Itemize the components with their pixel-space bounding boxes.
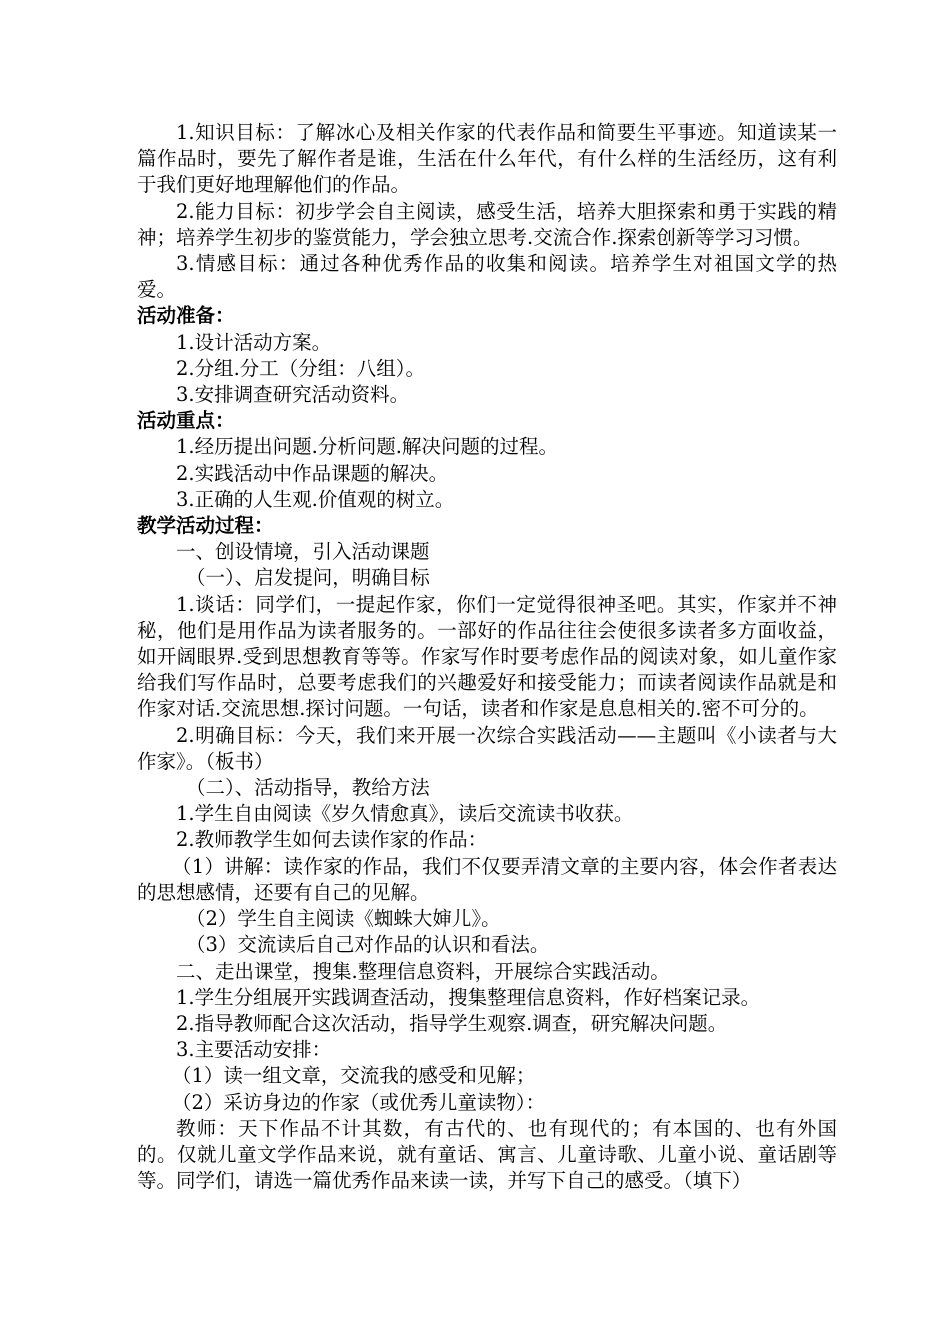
heading-process: 教学活动过程：: [137, 514, 274, 538]
section-2-item-2: 2.指导教师配合这次活动，指导学生观察.调查，研究解决问题。: [176, 1011, 728, 1035]
section-1a-goal: 2.明确目标：今天，我们来开展一次综合实践活动——主题叫《小读者与大作家》。（板书）: [137, 723, 837, 773]
section-1b-item-2: 2.教师教学生如何去读作家的作品：: [176, 828, 488, 852]
section-1b-sub-3: （3）交流读后自己对作品的认识和看法。: [186, 933, 550, 957]
heading-key-points: 活动重点：: [137, 409, 235, 433]
heading-preparation: 活动准备：: [137, 304, 235, 328]
prep-item-2: 2.分组.分工（分组：八组）。: [176, 356, 426, 380]
section-1b-sub-1: （1）讲解：读作家的作品，我们不仅要弄清文章的主要内容，体会作者表达的思想感情，还要有自己的见解。: [137, 854, 837, 904]
section-2-title: 二、走出课堂，搜集.整理信息资料，开展综合实践活动。: [176, 959, 670, 983]
prep-item-3: 3.安排调查研究活动资料。: [176, 383, 410, 407]
section-1b-sub-2: （2）学生自主阅读《蜘蛛大婶儿》。: [186, 907, 501, 931]
goal-emotion: 3.情感目标：通过各种优秀作品的收集和阅读。培养学生对祖国文学的热爱。: [137, 252, 837, 302]
section-1b-item-1: 1.学生自由阅读《岁久情愈真》，读后交流读书收获。: [176, 802, 634, 826]
section-2-item-3: 3.主要活动安排：: [176, 1038, 332, 1062]
section-1-title: 一、创设情境，引入活动课题: [176, 540, 430, 564]
key-item-2: 2.实践活动中作品课题的解决。: [176, 461, 449, 485]
section-2-sub-2: （2）采访身边的作家（或优秀儿童读物）：: [172, 1090, 546, 1114]
section-2-teacher: 教师：天下作品不计其数，有古代的、也有现代的；有本国的、也有外国的。仅就儿童文学作品来说，就有童话、寓言、儿童诗歌、儿童小说、童话剧等等。同学们，请选一篇优秀作品来读一读，并写下自己的感受。（填下）: [137, 1116, 837, 1193]
section-1a-title: （一）、启发提问，明确目标: [186, 566, 430, 590]
goal-knowledge: 1.知识目标：了解冰心及相关作家的代表作品和简要生平事迹。知道读某一篇作品时，要先了解作者是谁，生活在什么年代，有什么样的生活经历，这有利于我们更好地理解他们的作品。: [137, 121, 837, 197]
key-item-3: 3.正确的人生观.价值观的树立。: [176, 487, 455, 511]
prep-item-1: 1.设计活动方案。: [176, 330, 332, 354]
key-item-1: 1.经历提出问题.分析问题.解决问题的过程。: [176, 435, 559, 459]
goal-ability: 2.能力目标：初步学会自主阅读，感受生活，培养大胆探索和勇于实践的精神；培养学生初步的鉴赏能力，学会独立思考.交流合作.探索创新等学习习惯。: [137, 199, 837, 249]
section-2-sub-1: （1）读一组文章，交流我的感受和见解；: [172, 1064, 536, 1088]
document-body: [137, 120, 837, 1194]
section-2-item-1: 1.学生分组展开实践调查活动，搜集整理信息资料，作好档案记录。: [176, 985, 761, 1009]
section-1b-title: （二）、活动指导，教给方法: [186, 776, 430, 800]
section-1a-talk: 1.谈话：同学们，一提起作家，你们一定觉得很神圣吧。其实，作家并不神秘，他们是用作品为读者服务的。一部好的作品往往会使很多读者多方面收益，如开阔眼界.受到思想教育等等。作家写作时要考虑作品的阅读对象，如儿童作家给我们写作品时，总要考虑我们的兴趣爱好和接受能力；而读者阅读作品就是和作家对话.交流思想.探讨问题。一句话，读者和作家是息息相关的.密不可分的。: [137, 592, 837, 721]
